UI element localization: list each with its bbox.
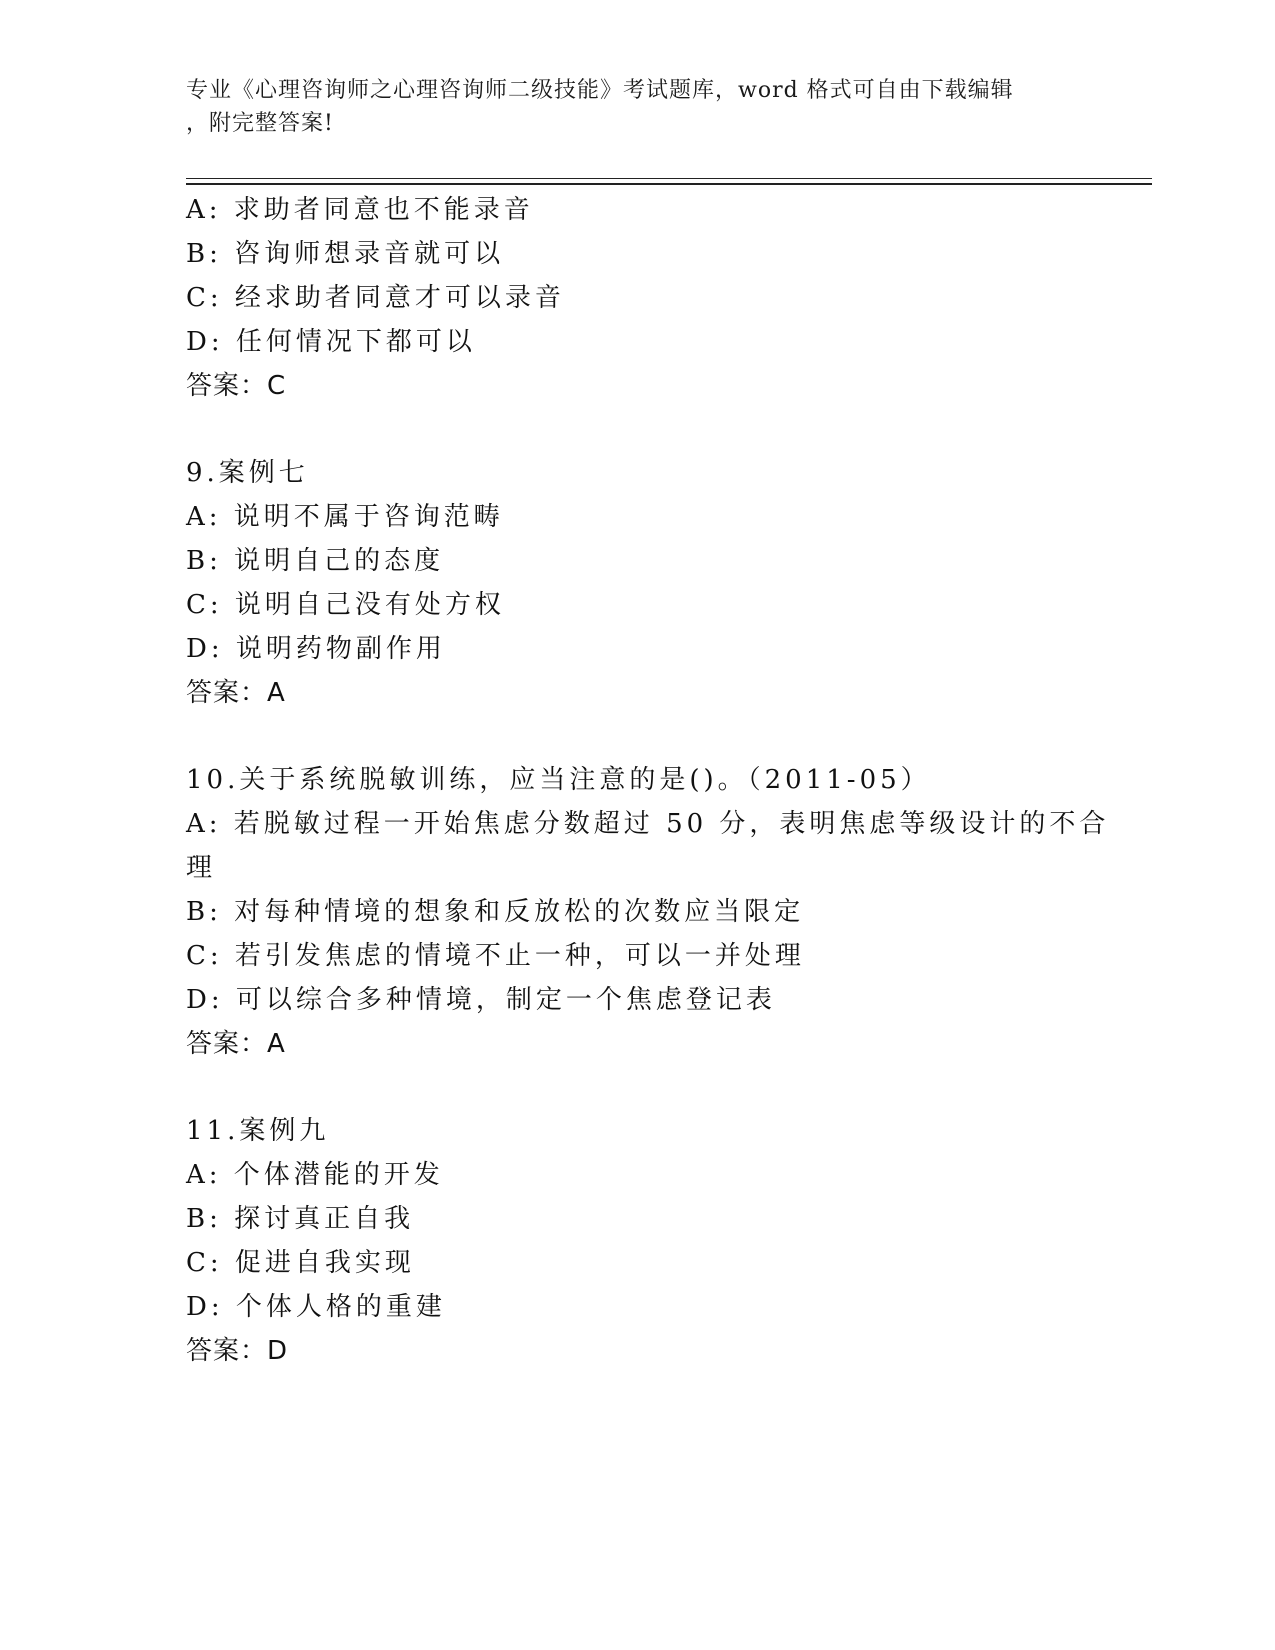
q9-option-c: C: 说明自己没有处方权	[186, 590, 505, 620]
q10-option-d: D: 可以综合多种情境，制定一个焦虑登记表	[186, 985, 776, 1015]
header-line-2: ，附完整答案!	[186, 111, 334, 136]
q9-option-a: A: 说明不属于咨询范畴	[186, 502, 504, 532]
q8-answer: 答案：C	[186, 371, 287, 401]
q11-option-b: B: 探讨真正自我	[186, 1204, 415, 1234]
q11-option-c: C: 促进自我实现	[186, 1248, 415, 1278]
q10-title: 10.关于系统脱敏训练，应当注意的是()。（2011-05）	[186, 765, 931, 795]
header-line-1: 专业《心理咨询师之心理咨询师二级技能》考试题库，word 格式可自由下载编辑	[186, 78, 1014, 103]
q9-answer: 答案：A	[186, 678, 286, 708]
document-header	[186, 74, 1066, 140]
q11-option-d: D: 个体人格的重建	[186, 1292, 446, 1322]
header-rule-thin	[186, 178, 1152, 179]
q9-title: 9.案例七	[186, 458, 309, 488]
q8-option-d: D: 任何情况下都可以	[186, 327, 476, 357]
q8-option-b: B: 咨询师想录音就可以	[186, 239, 505, 269]
q11-option-a: A: 个体潜能的开发	[186, 1160, 444, 1190]
q8-option-c: C: 经求助者同意才可以录音	[186, 283, 565, 313]
q11-title: 11.案例九	[186, 1116, 330, 1146]
q9-option-b: B: 说明自己的态度	[186, 546, 445, 576]
q10-option-a: A: 若脱敏过程一开始焦虑分数超过 50 分，表明焦虑等级设计的不合	[186, 809, 1110, 839]
q10-answer: 答案：A	[186, 1029, 286, 1059]
q8-option-a: A: 求助者同意也不能录音	[186, 195, 534, 225]
q11-answer: 答案：D	[186, 1336, 289, 1366]
q10-option-c: C: 若引发焦虑的情境不止一种，可以一并处理	[186, 941, 805, 971]
q9-option-d: D: 说明药物副作用	[186, 634, 446, 664]
q10-option-b: B: 对每种情境的想象和反放松的次数应当限定	[186, 897, 805, 927]
header-rule-thick	[186, 183, 1152, 185]
q10-option-a-continued: 理	[186, 853, 217, 883]
